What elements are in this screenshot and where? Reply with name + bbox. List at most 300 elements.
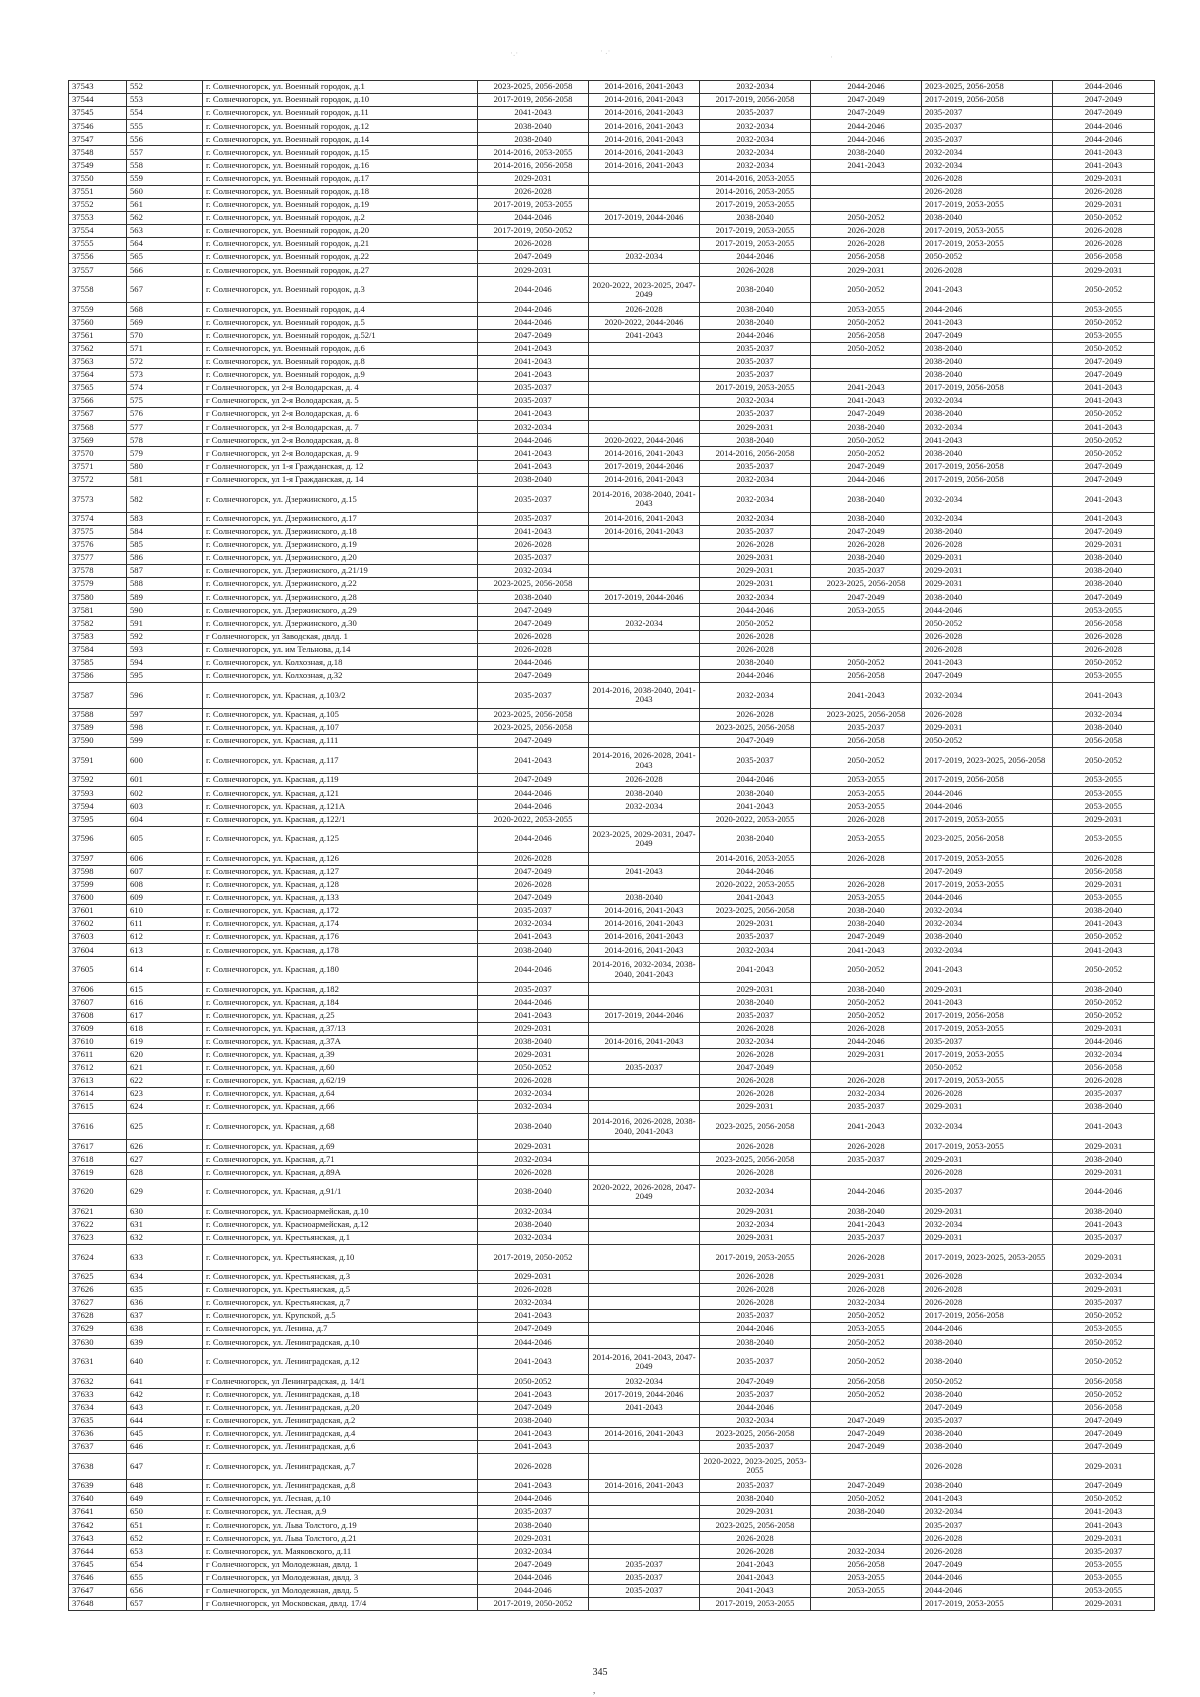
table-cell: 2017-2019, 2056-2058: [922, 460, 1053, 473]
table-cell: 2044-2046: [478, 316, 589, 329]
table-cell: г. Солнечногорск, ул. Дзержинского, д.17: [203, 512, 478, 525]
table-cell: 2032-2034: [589, 800, 700, 813]
table-cell: 2020-2022, 2053-2055: [700, 878, 811, 891]
table-cell: 2017-2019, 2056-2058: [922, 774, 1053, 787]
table-cell: г Солнечногорск, ул 2-я Володарская, д. 5: [203, 395, 478, 408]
table-cell: 2038-2040: [922, 931, 1053, 944]
table-cell: 652: [127, 1532, 203, 1545]
table-cell: г. Солнечногорск, ул. Красная, д.37А: [203, 1035, 478, 1048]
table-row: [69, 355, 1155, 368]
table-row: [69, 395, 1155, 408]
table-cell: 37595: [69, 813, 127, 826]
table-cell: г. Солнечногорск, ул. Дзержинского, д.15: [203, 486, 478, 512]
table-cell: [811, 643, 922, 656]
table-cell: [589, 1597, 700, 1610]
table-cell: 2017-2019, 2056-2058: [922, 473, 1053, 486]
table-cell: г. Солнечногорск, ул. Военный городок, д.15: [203, 146, 478, 159]
table-cell: 2017-2019, 2053-2055: [922, 225, 1053, 238]
table-cell: 37582: [69, 617, 127, 630]
table-cell: 2047-2049: [1053, 1440, 1155, 1453]
table-cell: 2053-2055: [1053, 1558, 1155, 1571]
table-cell: 617: [127, 1009, 203, 1022]
table-cell: 37589: [69, 722, 127, 735]
table-cell: [589, 538, 700, 551]
table-cell: 37641: [69, 1506, 127, 1519]
table-cell: 2038-2040: [922, 1440, 1053, 1453]
table-row: [69, 1323, 1155, 1336]
table-cell: 2035-2037: [700, 1009, 811, 1022]
table-cell: 2041-2043: [700, 1571, 811, 1584]
table-cell: 2032-2034: [922, 944, 1053, 957]
table-cell: 623: [127, 1088, 203, 1101]
table-cell: 2050-2052: [811, 447, 922, 460]
table-cell: 2029-2031: [700, 983, 811, 996]
table-cell: 2032-2034: [922, 512, 1053, 525]
table-cell: 2050-2052: [811, 434, 922, 447]
table-cell: 2047-2049: [700, 1375, 811, 1388]
table-cell: 2032-2034: [922, 918, 1053, 931]
table-cell: 2044-2046: [811, 133, 922, 146]
table-cell: 2032-2034: [922, 1506, 1053, 1519]
table-row: [69, 342, 1155, 355]
table-row: [69, 800, 1155, 813]
table-cell: 2035-2037: [1053, 1545, 1155, 1558]
table-cell: 2026-2028: [811, 1244, 922, 1270]
table-cell: 2035-2037: [922, 1179, 1053, 1205]
table-cell: 2014-2016, 2041-2043: [589, 133, 700, 146]
table-cell: 2032-2034: [1053, 1048, 1155, 1061]
table-cell: 2023-2025, 2056-2058: [700, 1114, 811, 1140]
table-cell: 37593: [69, 787, 127, 800]
table-cell: г Солнечногорск, ул 1-я Гражданская, д. 14: [203, 473, 478, 486]
table-cell: [589, 1231, 700, 1244]
table-cell: 37565: [69, 381, 127, 394]
table-row: [69, 211, 1155, 224]
table-cell: 37588: [69, 708, 127, 721]
table-cell: 37543: [69, 81, 127, 94]
table-cell: 2041-2043: [1053, 1218, 1155, 1231]
table-cell: г. Солнечногорск, ул. Красная, д.126: [203, 852, 478, 865]
table-cell: г. Солнечногорск, ул. Военный городок, д.17: [203, 172, 478, 185]
table-cell: 2029-2031: [700, 1506, 811, 1519]
table-cell: 2029-2031: [700, 1231, 811, 1244]
table-cell: 2044-2046: [700, 1401, 811, 1414]
table-row: [69, 643, 1155, 656]
table-cell: 2014-2016, 2053-2055: [700, 852, 811, 865]
table-cell: 2038-2040: [922, 447, 1053, 460]
table-cell: 2026-2028: [700, 1088, 811, 1101]
table-cell: 2038-2040: [811, 146, 922, 159]
table-cell: 2041-2043: [478, 447, 589, 460]
table-row: [69, 1584, 1155, 1597]
table-cell: 2050-2052: [811, 277, 922, 303]
table-cell: 2041-2043: [922, 957, 1053, 983]
table-cell: [589, 852, 700, 865]
table-cell: 594: [127, 656, 203, 669]
table-cell: [589, 1519, 700, 1532]
table-cell: 2044-2046: [700, 669, 811, 682]
table-cell: 630: [127, 1205, 203, 1218]
table-cell: 593: [127, 643, 203, 656]
table-cell: 2014-2016, 2041-2043: [589, 159, 700, 172]
table-cell: 2032-2034: [700, 473, 811, 486]
table-cell: 2047-2049: [1053, 473, 1155, 486]
table-cell: 2017-2019, 2053-2055: [700, 225, 811, 238]
table-cell: г. Солнечногорск, ул. Ленинградская, д.20: [203, 1401, 478, 1414]
table-cell: 37569: [69, 434, 127, 447]
table-cell: 37616: [69, 1114, 127, 1140]
table-row: [69, 460, 1155, 473]
table-cell: 2014-2016, 2053-2055: [478, 146, 589, 159]
table-cell: 2047-2049: [478, 865, 589, 878]
table-cell: 2026-2028: [811, 538, 922, 551]
table-cell: 37583: [69, 630, 127, 643]
table-cell: [589, 1453, 700, 1479]
table-cell: 2029-2031: [1053, 264, 1155, 277]
table-cell: 2053-2055: [1053, 604, 1155, 617]
table-cell: 37638: [69, 1453, 127, 1479]
table-row: [69, 891, 1155, 904]
table-cell: 634: [127, 1270, 203, 1283]
table-cell: г. Солнечногорск, ул. Военный городок, д.6: [203, 342, 478, 355]
table-cell: 2044-2046: [478, 1336, 589, 1349]
table-cell: 2041-2043: [589, 865, 700, 878]
table-cell: 2041-2043: [478, 1479, 589, 1492]
table-cell: 2029-2031: [922, 722, 1053, 735]
table-row: [69, 120, 1155, 133]
table-cell: [589, 643, 700, 656]
table-cell: 37639: [69, 1479, 127, 1492]
table-cell: 2032-2034: [811, 1088, 922, 1101]
table-cell: 2032-2034: [700, 1179, 811, 1205]
table-cell: 37584: [69, 643, 127, 656]
table-cell: 644: [127, 1414, 203, 1427]
table-cell: 2047-2049: [1053, 355, 1155, 368]
table-cell: 2047-2049: [478, 1558, 589, 1571]
table-cell: 2032-2034: [922, 682, 1053, 708]
table-row: [69, 735, 1155, 748]
table-cell: 2014-2016, 2041-2043: [589, 1427, 700, 1440]
table-cell: 2056-2058: [811, 669, 922, 682]
table-cell: 37597: [69, 852, 127, 865]
table-cell: 2020-2022, 2044-2046: [589, 316, 700, 329]
table-cell: г. Солнечногорск, ул. Красная, д.117: [203, 748, 478, 774]
table-cell: 636: [127, 1297, 203, 1310]
table-cell: 599: [127, 735, 203, 748]
table-cell: 2050-2052: [1053, 434, 1155, 447]
table-cell: 2050-2052: [1053, 1310, 1155, 1323]
table-cell: 37564: [69, 368, 127, 381]
table-cell: г. Солнечногорск, ул. Военный городок, д.27: [203, 264, 478, 277]
table-cell: 2044-2046: [922, 891, 1053, 904]
table-cell: 2041-2043: [700, 1584, 811, 1597]
table-cell: [811, 172, 922, 185]
table-cell: 2047-2049: [1053, 107, 1155, 120]
table-cell: 2038-2040: [1053, 552, 1155, 565]
table-cell: г. Солнечногорск, ул. Крупской, д.5: [203, 1310, 478, 1323]
table-cell: 2047-2049: [811, 460, 922, 473]
table-cell: 2035-2037: [700, 1349, 811, 1375]
table-cell: [589, 669, 700, 682]
table-cell: 2038-2040: [1053, 565, 1155, 578]
table-cell: 2032-2034: [478, 1231, 589, 1244]
table-cell: 643: [127, 1401, 203, 1414]
table-cell: 2056-2058: [811, 1375, 922, 1388]
table-cell: 2050-2052: [1053, 1336, 1155, 1349]
table-cell: 37630: [69, 1336, 127, 1349]
table-cell: 2047-2049: [811, 1427, 922, 1440]
table-cell: 2035-2037: [478, 381, 589, 394]
table-cell: 37562: [69, 342, 127, 355]
table-cell: 2017-2019, 2053-2055: [922, 1075, 1053, 1088]
table-cell: г. Солнечногорск, ул. Красная, д.178: [203, 944, 478, 957]
table-row: [69, 1571, 1155, 1584]
table-cell: 2038-2040: [700, 656, 811, 669]
table-cell: 2017-2019, 2050-2052: [478, 1244, 589, 1270]
table-cell: 2041-2043: [922, 277, 1053, 303]
table-cell: г. Солнечногорск, ул. Красная, д.89А: [203, 1166, 478, 1179]
table-cell: 2041-2043: [1053, 918, 1155, 931]
table-cell: [589, 395, 700, 408]
table-cell: 2041-2043: [478, 1440, 589, 1453]
table-cell: г. Солнечногорск, ул. Лесная, д.9: [203, 1506, 478, 1519]
table-cell: [589, 1283, 700, 1296]
table-cell: 2041-2043: [478, 408, 589, 421]
table-cell: 2032-2034: [700, 512, 811, 525]
table-cell: г. Солнечногорск, ул. Красноармейская, д.12: [203, 1218, 478, 1231]
table-cell: [589, 368, 700, 381]
table-cell: 2029-2031: [922, 565, 1053, 578]
table-cell: [589, 656, 700, 669]
table-cell: г. Солнечногорск, ул. Красная, д.121: [203, 787, 478, 800]
table-cell: 2044-2046: [1053, 1035, 1155, 1048]
table-cell: г. Солнечногорск, ул. Дзержинского, д.22: [203, 578, 478, 591]
table-cell: 37609: [69, 1022, 127, 1035]
table-cell: 2050-2052: [811, 1388, 922, 1401]
table-cell: [589, 722, 700, 735]
table-cell: г. Солнечногорск, ул. Военный городок, д.19: [203, 198, 478, 211]
table-cell: 2029-2031: [700, 918, 811, 931]
table-cell: 2029-2031: [700, 421, 811, 434]
table-row: [69, 1297, 1155, 1310]
table-cell: 585: [127, 538, 203, 551]
table-cell: 2056-2058: [1053, 1401, 1155, 1414]
table-cell: 2038-2040: [811, 486, 922, 512]
table-cell: 37624: [69, 1244, 127, 1270]
table-cell: 2041-2043: [478, 355, 589, 368]
table-cell: 2041-2043: [922, 996, 1053, 1009]
table-cell: г. Солнечногорск, ул. Красная, д.180: [203, 957, 478, 983]
table-cell: г. Солнечногорск, ул. Военный городок, д.16: [203, 159, 478, 172]
table-cell: 2050-2052: [811, 1009, 922, 1022]
table-cell: 2047-2049: [811, 94, 922, 107]
table-cell: 2041-2043: [1053, 682, 1155, 708]
table-cell: 2020-2022, 2026-2028, 2047-2049: [589, 1179, 700, 1205]
table-cell: г. Солнечногорск, ул. Красная, д.172: [203, 904, 478, 917]
table-cell: 2026-2028: [478, 538, 589, 551]
table-cell: 2023-2025, 2056-2058: [700, 1519, 811, 1532]
table-cell: 629: [127, 1179, 203, 1205]
table-cell: г. Солнечногорск, ул. Красная, д.39: [203, 1048, 478, 1061]
table-cell: 2023-2025, 2056-2058: [478, 578, 589, 591]
table-cell: 2017-2019, 2053-2055: [922, 852, 1053, 865]
table-cell: [589, 983, 700, 996]
table-cell: 2038-2040: [922, 1479, 1053, 1492]
table-cell: г. Солнечногорск, ул. Красная, д.125: [203, 826, 478, 852]
table-cell: [589, 1101, 700, 1114]
table-cell: 570: [127, 329, 203, 342]
table-cell: 597: [127, 708, 203, 721]
table-cell: 2014-2016, 2041-2043: [589, 918, 700, 931]
table-cell: 37556: [69, 251, 127, 264]
table-cell: 2050-2052: [922, 735, 1053, 748]
table-cell: 2026-2028: [700, 264, 811, 277]
table-cell: 2029-2031: [922, 552, 1053, 565]
table-row: [69, 368, 1155, 381]
table-cell: 37619: [69, 1166, 127, 1179]
table-cell: 37633: [69, 1388, 127, 1401]
table-cell: 2041-2043: [478, 1388, 589, 1401]
table-cell: 2044-2046: [922, 1323, 1053, 1336]
table-cell: г. Солнечногорск, ул. им Тельнова, д.14: [203, 643, 478, 656]
table-cell: 2047-2049: [1053, 368, 1155, 381]
table-row: [69, 172, 1155, 185]
table-row: [69, 277, 1155, 303]
scan-mark: ,: [593, 1685, 596, 1695]
table-cell: 2035-2037: [700, 1310, 811, 1323]
table-cell: 2017-2019, 2023-2025, 2053-2055: [922, 1244, 1053, 1270]
table-cell: 2047-2049: [922, 1401, 1053, 1414]
table-cell: 2023-2025, 2029-2031, 2047-2049: [589, 826, 700, 852]
table-cell: 2014-2016, 2041-2043: [589, 1479, 700, 1492]
table-cell: 37606: [69, 983, 127, 996]
table-cell: 2047-2049: [1053, 1427, 1155, 1440]
table-cell: г. Солнечногорск, ул. Красная, д.25: [203, 1009, 478, 1022]
table-cell: 2041-2043: [1053, 1506, 1155, 1519]
table-cell: 2026-2028: [589, 774, 700, 787]
table-cell: г. Солнечногорск, ул. Дзержинского, д.18: [203, 525, 478, 538]
table-cell: 2026-2028: [478, 643, 589, 656]
table-row: [69, 708, 1155, 721]
table-cell: 2032-2034: [922, 904, 1053, 917]
table-row: [69, 525, 1155, 538]
table-cell: 2035-2037: [811, 565, 922, 578]
table-cell: [589, 1323, 700, 1336]
table-cell: г. Солнечногорск, ул. Крестьянская, д.5: [203, 1283, 478, 1296]
table-cell: 2035-2037: [811, 722, 922, 735]
table-cell: 2014-2016, 2041-2043: [589, 512, 700, 525]
table-cell: 37585: [69, 656, 127, 669]
table-cell: г. Солнечногорск, ул. Военный городок, д.14: [203, 133, 478, 146]
table-cell: 2029-2031: [1053, 538, 1155, 551]
table-cell: 2038-2040: [922, 1349, 1053, 1375]
table-cell: 2020-2022, 2053-2055: [478, 813, 589, 826]
table-cell: 580: [127, 460, 203, 473]
table-cell: 569: [127, 316, 203, 329]
table-cell: 572: [127, 355, 203, 368]
table-cell: 587: [127, 565, 203, 578]
table-cell: 37557: [69, 264, 127, 277]
table-cell: 2032-2034: [922, 395, 1053, 408]
table-cell: 647: [127, 1453, 203, 1479]
table-cell: г. Солнечногорск, ул. Красная, д.119: [203, 774, 478, 787]
table-row: [69, 931, 1155, 944]
table-cell: г. Солнечногорск, ул. Военный городок, д.12: [203, 120, 478, 133]
table-cell: 2032-2034: [922, 1218, 1053, 1231]
table-cell: 2026-2028: [811, 1022, 922, 1035]
table-cell: 2041-2043: [922, 316, 1053, 329]
table-cell: 589: [127, 591, 203, 604]
table-cell: 2035-2037: [700, 408, 811, 421]
table-cell: 619: [127, 1035, 203, 1048]
table-row: [69, 682, 1155, 708]
table-cell: 2014-2016, 2041-2043: [589, 146, 700, 159]
table-cell: 560: [127, 185, 203, 198]
table-cell: 2032-2034: [700, 591, 811, 604]
table-row: [69, 1310, 1155, 1323]
table-row: [69, 303, 1155, 316]
table-cell: 37553: [69, 211, 127, 224]
table-cell: 562: [127, 211, 203, 224]
table-cell: г. Солнечногорск, ул. Красная, д.62/19: [203, 1075, 478, 1088]
table-cell: г. Солнечногорск, ул. Военный городок, д.18: [203, 185, 478, 198]
table-cell: 2050-2052: [811, 748, 922, 774]
table-cell: 2035-2037: [478, 904, 589, 917]
table-cell: 2041-2043: [478, 1427, 589, 1440]
table-cell: 37568: [69, 421, 127, 434]
table-cell: [589, 630, 700, 643]
table-cell: 2047-2049: [478, 669, 589, 682]
table-cell: 2038-2040: [922, 368, 1053, 381]
table-row: [69, 1336, 1155, 1349]
table-cell: 2029-2031: [478, 1022, 589, 1035]
table-cell: 602: [127, 787, 203, 800]
table-cell: 37551: [69, 185, 127, 198]
table-cell: [589, 381, 700, 394]
table-cell: 2026-2028: [811, 813, 922, 826]
table-cell: г. Солнечногорск, ул. Колхозная, д.32: [203, 669, 478, 682]
table-cell: 2053-2055: [811, 604, 922, 617]
table-cell: 626: [127, 1140, 203, 1153]
table-cell: 2035-2037: [700, 1388, 811, 1401]
table-row: [69, 1153, 1155, 1166]
table-cell: 2047-2049: [922, 1558, 1053, 1571]
table-cell: г. Солнечногорск, ул. Красная, д.91/1: [203, 1179, 478, 1205]
table-row: [69, 1375, 1155, 1388]
table-cell: 598: [127, 722, 203, 735]
table-cell: 37579: [69, 578, 127, 591]
table-cell: 2053-2055: [811, 891, 922, 904]
table-cell: 2032-2034: [811, 1297, 922, 1310]
table-cell: 2017-2019, 2050-2052: [478, 225, 589, 238]
table-cell: 2038-2040: [922, 1336, 1053, 1349]
table-cell: 2050-2052: [1053, 1349, 1155, 1375]
table-cell: 635: [127, 1283, 203, 1296]
table-cell: 2056-2058: [811, 735, 922, 748]
table-row: [69, 159, 1155, 172]
table-row: [69, 957, 1155, 983]
table-cell: 37646: [69, 1571, 127, 1584]
table-cell: [589, 1532, 700, 1545]
table-cell: 2047-2049: [478, 604, 589, 617]
table-cell: [811, 617, 922, 630]
table-cell: 37598: [69, 865, 127, 878]
table-cell: 2026-2028: [478, 852, 589, 865]
table-cell: 609: [127, 891, 203, 904]
table-row: [69, 722, 1155, 735]
table-cell: 2029-2031: [811, 264, 922, 277]
table-cell: 650: [127, 1506, 203, 1519]
